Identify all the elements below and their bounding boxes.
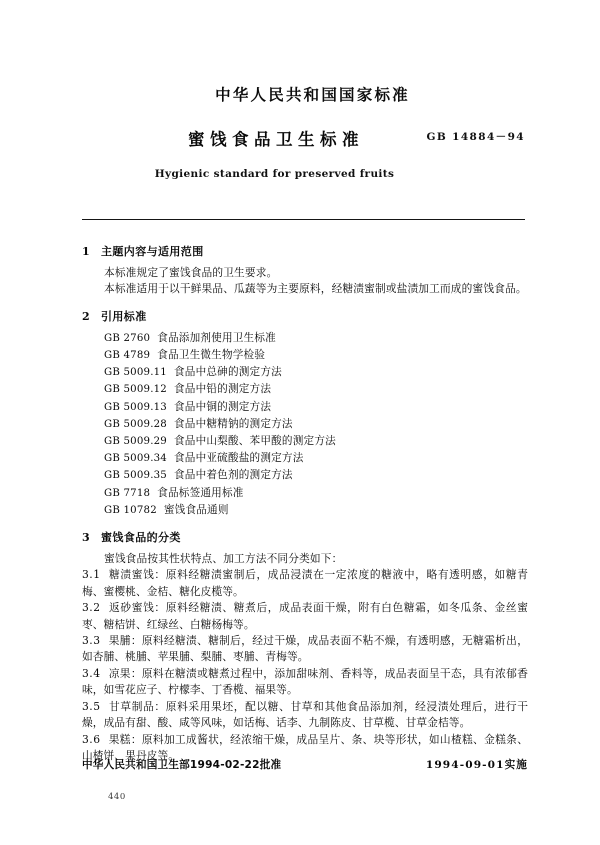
reference-name: 食品添加剂使用卫生标准 — [157, 331, 276, 344]
subclause-3-6-text: 果糕：原料加工成酱状，经浓缩干燥，成品呈片、条、块等形状，如山楂糕、金糕条、山楂饼、果丹皮等。 — [82, 732, 528, 762]
list-item — [82, 467, 528, 484]
document-subtitle-english: Hygienic standard for preserved fruits — [154, 167, 395, 180]
clause-1-title: 主题内容与适用范围 — [101, 245, 204, 258]
spacer — [82, 298, 528, 308]
subclause-3-6-number: 3.6 — [82, 732, 101, 746]
footer-effective-date: 1994-09-01实施 — [425, 759, 528, 771]
reference-code: GB 5009.34 — [104, 453, 167, 465]
standard-number: GB 14884－94 — [426, 130, 525, 143]
reference-code: GB 5009.35 — [104, 470, 167, 482]
page-title: 蜜饯食品卫生标准 — [188, 129, 364, 149]
reference-name: 食品中亚硫酸盐的测定方法 — [174, 452, 304, 465]
clause-1-paragraph-1: 本标准规定了蜜饯食品的卫生要求。 — [104, 266, 278, 279]
clause-1-paragraph-2: 本标准适用于以干鲜果品、瓜蔬等为主要原料，经糖渍蜜制或盐渍加工而成的蜜饯食品。 — [104, 282, 527, 296]
list-item — [82, 450, 528, 467]
list-item — [82, 364, 528, 381]
subclause-3-4-number: 3.4 — [82, 666, 101, 680]
footer-approval: 中华人民共和国卫生部1994-02-22批准 — [82, 759, 282, 771]
clause-3-heading — [82, 529, 528, 545]
reference-name: 食品中糖精钠的测定方法 — [174, 417, 293, 430]
subclause-3-5-number: 3.5 — [82, 699, 101, 713]
subclause-3-5-text: 甘草制品：原料采用果坯，配以糖、甘草和其他食品添加剂，经浸渍处理后，进行干燥，成品有甜、酸、咸等风味，如话梅、话李、九制陈皮、甘草榄、甘草金桔等。 — [82, 699, 528, 730]
reference-name: 食品卫生微生物学检验 — [157, 349, 266, 362]
reference-name: 食品标签通用标准 — [157, 486, 244, 499]
reference-code: GB 5009.29 — [104, 436, 167, 448]
clause-1-heading — [82, 243, 528, 259]
reference-name: 食品中着色剂的测定方法 — [174, 469, 293, 482]
subclause-3-3 — [82, 633, 528, 666]
clause-3-number: 3 — [82, 531, 91, 545]
reference-code: GB 7718 — [104, 487, 151, 499]
list-item — [82, 347, 528, 364]
clause-1-number: 1 — [82, 245, 91, 258]
list-item — [82, 502, 528, 519]
clause-3-intro: 蜜饯食品按其性状特点、加工方法不同分类如下： — [104, 552, 343, 566]
header-divider — [82, 219, 525, 220]
subclause-3-4-text: 凉果：原料在糖渍或糖煮过程中，添加甜味剂、香料等，成品表面呈干态，具有浓郁香味，如雪花应子、柠檬李、丁香榄、福果等。 — [82, 666, 528, 697]
reference-name: 食品中铅的测定方法 — [174, 383, 272, 396]
reference-code: GB 10782 — [104, 504, 157, 516]
list-item — [82, 399, 528, 416]
list-item — [82, 330, 528, 347]
reference-name: 蜜饯食品通则 — [163, 503, 229, 516]
subclause-3-4 — [82, 666, 528, 699]
reference-name: 食品中山梨酸、苯甲酸的测定方法 — [174, 435, 336, 448]
subclause-3-5 — [82, 699, 528, 732]
clause-2-heading — [82, 308, 528, 324]
subclause-3-1-text: 糖渍蜜饯：原料经糖渍蜜制后，成品浸渍在一定浓度的糖液中，略有透明感，如糖青梅、蜜樱桃、金桔、糖化皮榄等。 — [82, 568, 528, 598]
title-row — [82, 126, 525, 152]
reference-name: 食品中总砷的测定方法 — [174, 366, 282, 379]
clause-2-number: 2 — [82, 309, 91, 323]
spacer — [82, 519, 528, 529]
clause-2-title: 引用标准 — [101, 309, 147, 323]
reference-code: GB 5009.11 — [104, 367, 167, 379]
national-standard-title: 中华人民共和国国家标准 — [215, 86, 410, 104]
reference-code: GB 5009.13 — [104, 401, 167, 413]
subclause-3-2 — [82, 600, 528, 633]
subclause-3-1-number: 3.1 — [82, 568, 101, 582]
reference-code: GB 4789 — [104, 350, 151, 362]
page-footer — [82, 757, 528, 772]
subclause-3-2-text: 返砂蜜饯：原料经糖渍、糖煮后，成品表面干燥，附有白色糖霜，如冬瓜条、金丝蜜枣、糖桔饼、红绿丝、白糖杨梅等。 — [82, 601, 528, 631]
reference-code: GB 5009.12 — [104, 384, 167, 396]
subclause-3-3-number: 3.3 — [82, 634, 101, 648]
referenced-standards-list — [82, 330, 528, 519]
subclause-3-3-text: 果脯：原料经糖渍、糖制后，经过干燥，成品表面不粘不燥，有透明感，无糖霜析出，如杏脯、桃脯、苹果脯、梨脯、枣脯、青梅等。 — [82, 634, 528, 664]
reference-name: 食品中铜的测定方法 — [174, 400, 272, 413]
list-item — [82, 381, 528, 398]
page-number: 440 — [108, 792, 126, 802]
subclause-3-2-number: 3.2 — [82, 601, 101, 615]
document-body — [82, 243, 528, 764]
reference-code: GB 2760 — [104, 332, 151, 344]
masthead — [82, 86, 525, 180]
list-item — [82, 485, 528, 502]
list-item — [82, 433, 528, 450]
reference-code: GB 5009.28 — [104, 418, 167, 430]
clause-3-title: 蜜饯食品的分类 — [101, 531, 181, 545]
subclause-3-1 — [82, 567, 528, 600]
list-item — [82, 416, 528, 433]
